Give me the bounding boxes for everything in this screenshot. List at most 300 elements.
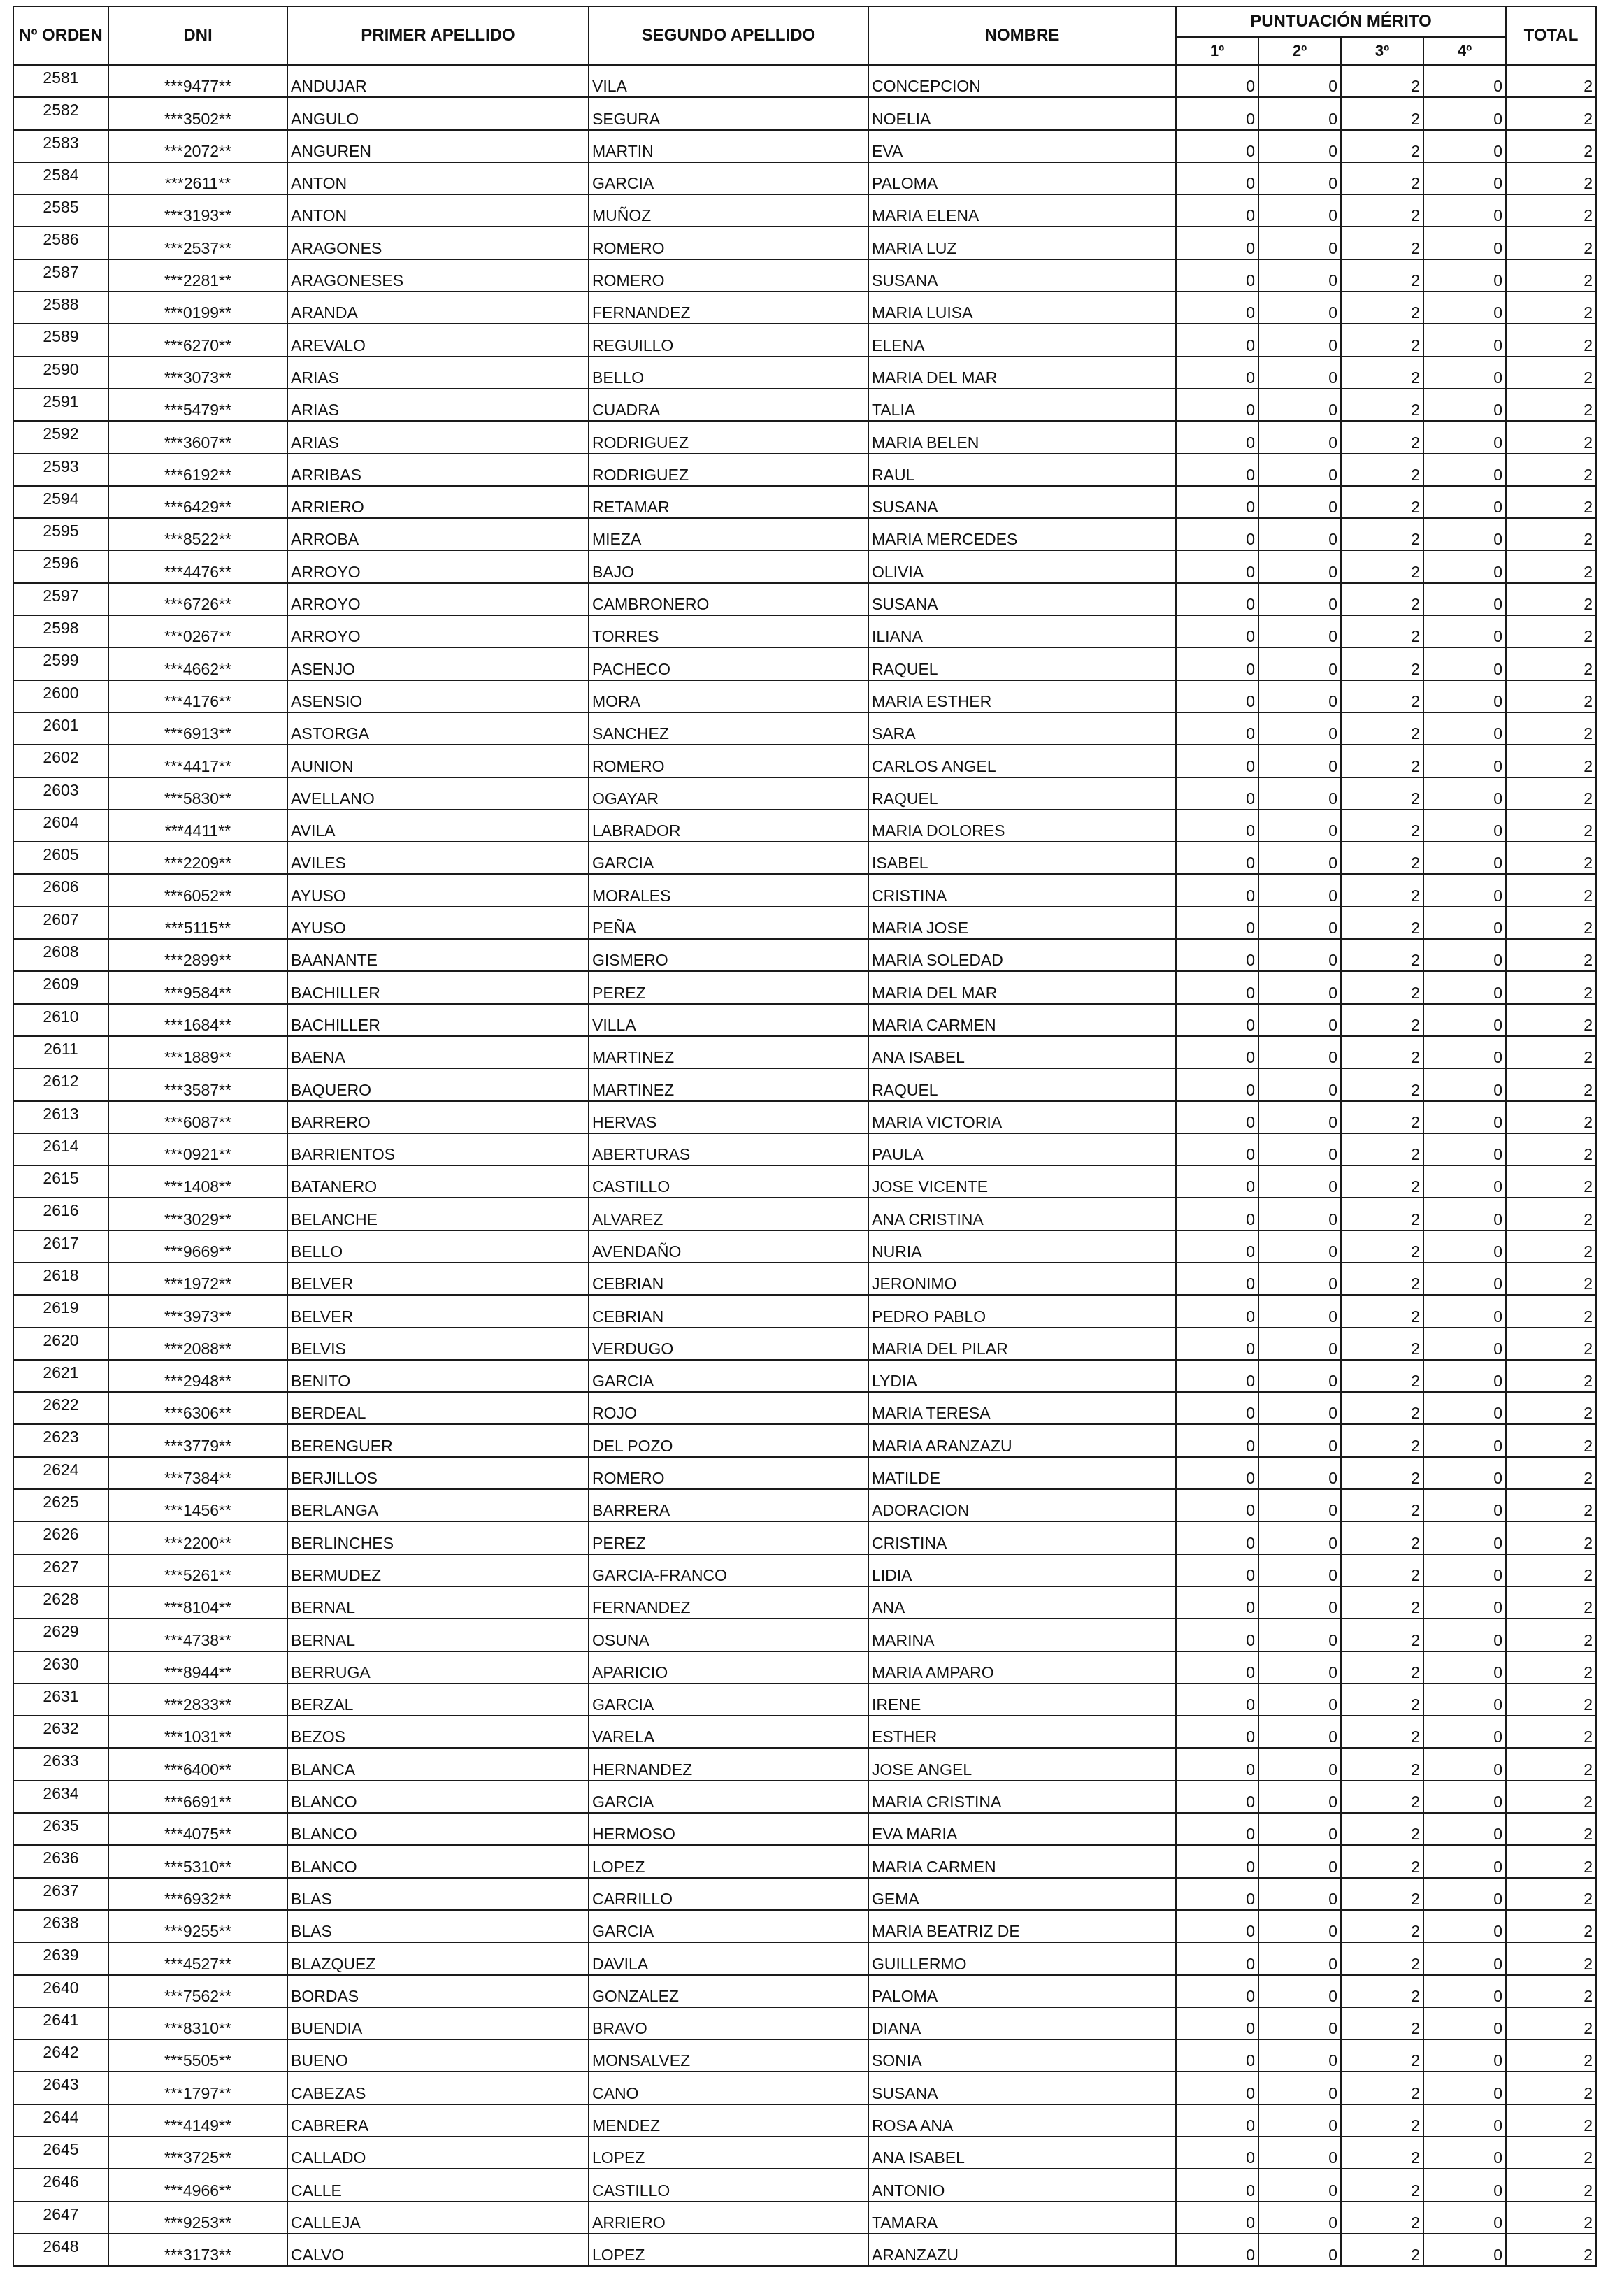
cell-total: 2 xyxy=(1506,2169,1596,2201)
cell-merit-2: 0 xyxy=(1258,1424,1341,1456)
cell-segundo-apellido: MORA xyxy=(589,680,868,712)
cell-merit-2: 0 xyxy=(1258,1975,1341,2007)
cell-merit-4: 0 xyxy=(1423,1554,1506,1586)
table-row xyxy=(13,1424,1596,1456)
table-row xyxy=(13,1716,1596,1748)
cell-primer-apellido: BLANCA xyxy=(287,1748,589,1780)
cell-orden: 2645 xyxy=(13,2137,108,2169)
cell-total: 2 xyxy=(1506,1004,1596,1036)
cell-orden: 2615 xyxy=(13,1165,108,1198)
cell-nombre: SUSANA xyxy=(868,2072,1176,2104)
cell-orden: 2632 xyxy=(13,1716,108,1748)
cell-total: 2 xyxy=(1506,1878,1596,1910)
table-row xyxy=(13,130,1596,162)
cell-segundo-apellido: GARCIA xyxy=(589,1360,868,1392)
cell-primer-apellido: BORDAS xyxy=(287,1975,589,2007)
cell-orden: 2646 xyxy=(13,2169,108,2201)
cell-orden: 2637 xyxy=(13,1878,108,1910)
cell-segundo-apellido: LOPEZ xyxy=(589,2234,868,2266)
cell-orden: 2591 xyxy=(13,389,108,421)
cell-primer-apellido: BLAS xyxy=(287,1878,589,1910)
cell-merit-1: 0 xyxy=(1176,1651,1258,1684)
cell-nombre: MARIA CRISTINA xyxy=(868,1781,1176,1813)
cell-merit-3: 2 xyxy=(1341,1295,1423,1327)
table-row xyxy=(13,2072,1596,2104)
cell-total: 2 xyxy=(1506,357,1596,389)
cell-dni: ***6932** xyxy=(108,1878,287,1910)
cell-merit-1: 0 xyxy=(1176,2007,1258,2039)
cell-total: 2 xyxy=(1506,712,1596,745)
cell-merit-4: 0 xyxy=(1423,1295,1506,1327)
cell-nombre: JOSE ANGEL xyxy=(868,1748,1176,1780)
cell-primer-apellido: CALVO xyxy=(287,2234,589,2266)
cell-merit-1: 0 xyxy=(1176,1392,1258,1424)
cell-primer-apellido: ASENSIO xyxy=(287,680,589,712)
cell-merit-4: 0 xyxy=(1423,680,1506,712)
cell-orden: 2604 xyxy=(13,810,108,842)
cell-segundo-apellido: CARRILLO xyxy=(589,1878,868,1910)
cell-segundo-apellido: GARCIA xyxy=(589,1781,868,1813)
cell-primer-apellido: BLAZQUEZ xyxy=(287,1942,589,1974)
cell-nombre: ANA ISABEL xyxy=(868,2137,1176,2169)
cell-total: 2 xyxy=(1506,1910,1596,1942)
cell-merit-4: 0 xyxy=(1423,2072,1506,2104)
cell-primer-apellido: CALLADO xyxy=(287,2137,589,2169)
cell-merit-3: 2 xyxy=(1341,1457,1423,1489)
cell-orden: 2630 xyxy=(13,1651,108,1684)
cell-orden: 2648 xyxy=(13,2234,108,2266)
cell-nombre: RAQUEL xyxy=(868,777,1176,810)
cell-merit-3: 2 xyxy=(1341,227,1423,259)
cell-merit-4: 0 xyxy=(1423,1036,1506,1068)
cell-dni: ***6192** xyxy=(108,454,287,486)
cell-merit-4: 0 xyxy=(1423,1716,1506,1748)
table-row xyxy=(13,777,1596,810)
cell-segundo-apellido: GARCIA xyxy=(589,1684,868,1716)
cell-merit-3: 2 xyxy=(1341,874,1423,906)
cell-merit-3: 2 xyxy=(1341,1716,1423,1748)
cell-total: 2 xyxy=(1506,1295,1596,1327)
cell-merit-1: 0 xyxy=(1176,1101,1258,1133)
cell-merit-3: 2 xyxy=(1341,389,1423,421)
table-row xyxy=(13,1360,1596,1392)
cell-merit-2: 0 xyxy=(1258,1684,1341,1716)
header-merit-1: 1º xyxy=(1176,37,1258,65)
cell-merit-4: 0 xyxy=(1423,1133,1506,1165)
cell-total: 2 xyxy=(1506,1554,1596,1586)
cell-orden: 2592 xyxy=(13,421,108,453)
cell-orden: 2598 xyxy=(13,615,108,647)
cell-total: 2 xyxy=(1506,1716,1596,1748)
cell-total: 2 xyxy=(1506,1651,1596,1684)
cell-segundo-apellido: RODRIGUEZ xyxy=(589,454,868,486)
table-row xyxy=(13,1554,1596,1586)
table-row xyxy=(13,550,1596,582)
cell-merit-4: 0 xyxy=(1423,1684,1506,1716)
table-row xyxy=(13,583,1596,615)
cell-nombre: MARINA xyxy=(868,1619,1176,1651)
cell-merit-2: 0 xyxy=(1258,680,1341,712)
cell-orden: 2595 xyxy=(13,518,108,550)
cell-merit-4: 0 xyxy=(1423,1101,1506,1133)
cell-merit-4: 0 xyxy=(1423,647,1506,680)
table-row xyxy=(13,1878,1596,1910)
cell-merit-1: 0 xyxy=(1176,1975,1258,2007)
table-row xyxy=(13,162,1596,194)
cell-primer-apellido: ARROYO xyxy=(287,615,589,647)
cell-primer-apellido: ARROYO xyxy=(287,550,589,582)
cell-orden: 2599 xyxy=(13,647,108,680)
cell-nombre: MARIA CARMEN xyxy=(868,1004,1176,1036)
cell-merit-1: 0 xyxy=(1176,1068,1258,1100)
cell-dni: ***8944** xyxy=(108,1651,287,1684)
cell-primer-apellido: CABRERA xyxy=(287,2104,589,2137)
cell-merit-4: 0 xyxy=(1423,1457,1506,1489)
cell-dni: ***6306** xyxy=(108,1392,287,1424)
cell-nombre: ANTONIO xyxy=(868,2169,1176,2201)
cell-merit-4: 0 xyxy=(1423,292,1506,324)
cell-nombre: PALOMA xyxy=(868,162,1176,194)
cell-segundo-apellido: DEL POZO xyxy=(589,1424,868,1456)
cell-total: 2 xyxy=(1506,2039,1596,2072)
cell-merit-1: 0 xyxy=(1176,680,1258,712)
cell-merit-4: 0 xyxy=(1423,907,1506,939)
cell-nombre: MARIA ELENA xyxy=(868,194,1176,227)
cell-nombre: RAQUEL xyxy=(868,1068,1176,1100)
cell-total: 2 xyxy=(1506,324,1596,356)
cell-segundo-apellido: GARCIA xyxy=(589,842,868,874)
header-segundo-apellido: SEGUNDO APELLIDO xyxy=(589,6,868,65)
cell-merit-4: 0 xyxy=(1423,357,1506,389)
cell-merit-3: 2 xyxy=(1341,647,1423,680)
cell-merit-3: 2 xyxy=(1341,1813,1423,1845)
cell-merit-4: 0 xyxy=(1423,1489,1506,1521)
header-merit-2: 2º xyxy=(1258,37,1341,65)
cell-segundo-apellido: CASTILLO xyxy=(589,1165,868,1198)
cell-total: 2 xyxy=(1506,1424,1596,1456)
cell-merit-3: 2 xyxy=(1341,2039,1423,2072)
table-row xyxy=(13,1489,1596,1521)
cell-merit-2: 0 xyxy=(1258,1165,1341,1198)
table-row xyxy=(13,518,1596,550)
cell-segundo-apellido: LOPEZ xyxy=(589,2137,868,2169)
cell-merit-4: 0 xyxy=(1423,1230,1506,1263)
cell-merit-3: 2 xyxy=(1341,842,1423,874)
cell-merit-4: 0 xyxy=(1423,194,1506,227)
table-row xyxy=(13,2104,1596,2137)
cell-nombre: CRISTINA xyxy=(868,874,1176,906)
cell-merit-2: 0 xyxy=(1258,1878,1341,1910)
cell-dni: ***4527** xyxy=(108,1942,287,1974)
cell-merit-1: 0 xyxy=(1176,130,1258,162)
cell-merit-2: 0 xyxy=(1258,777,1341,810)
cell-orden: 2639 xyxy=(13,1942,108,1974)
cell-total: 2 xyxy=(1506,615,1596,647)
cell-dni: ***2209** xyxy=(108,842,287,874)
cell-primer-apellido: ARRIBAS xyxy=(287,454,589,486)
cell-primer-apellido: ARAGONESES xyxy=(287,259,589,292)
cell-orden: 2619 xyxy=(13,1295,108,1327)
cell-merit-3: 2 xyxy=(1341,1910,1423,1942)
cell-total: 2 xyxy=(1506,421,1596,453)
cell-merit-1: 0 xyxy=(1176,421,1258,453)
cell-primer-apellido: BERLINCHES xyxy=(287,1521,589,1554)
cell-dni: ***3779** xyxy=(108,1424,287,1456)
cell-merit-3: 2 xyxy=(1341,324,1423,356)
cell-orden: 2606 xyxy=(13,874,108,906)
cell-merit-4: 0 xyxy=(1423,259,1506,292)
cell-primer-apellido: BAQUERO xyxy=(287,1068,589,1100)
table-row xyxy=(13,1392,1596,1424)
cell-merit-3: 2 xyxy=(1341,1198,1423,1230)
score-list-sheet xyxy=(13,6,1595,2267)
cell-nombre: CRISTINA xyxy=(868,1521,1176,1554)
cell-merit-3: 2 xyxy=(1341,2072,1423,2104)
cell-primer-apellido: AVILES xyxy=(287,842,589,874)
cell-primer-apellido: ARIAS xyxy=(287,421,589,453)
cell-merit-3: 2 xyxy=(1341,1133,1423,1165)
cell-merit-4: 0 xyxy=(1423,324,1506,356)
cell-merit-4: 0 xyxy=(1423,583,1506,615)
cell-primer-apellido: ARANDA xyxy=(287,292,589,324)
cell-orden: 2641 xyxy=(13,2007,108,2039)
cell-merit-2: 0 xyxy=(1258,1781,1341,1813)
cell-segundo-apellido: GARCIA xyxy=(589,162,868,194)
cell-merit-2: 0 xyxy=(1258,971,1341,1003)
cell-merit-4: 0 xyxy=(1423,65,1506,97)
cell-nombre: MARIA DEL MAR xyxy=(868,357,1176,389)
cell-total: 2 xyxy=(1506,259,1596,292)
table-row xyxy=(13,712,1596,745)
cell-dni: ***8522** xyxy=(108,518,287,550)
cell-dni: ***8104** xyxy=(108,1586,287,1619)
cell-merit-1: 0 xyxy=(1176,2072,1258,2104)
cell-segundo-apellido: FERNANDEZ xyxy=(589,292,868,324)
cell-merit-2: 0 xyxy=(1258,842,1341,874)
cell-merit-2: 0 xyxy=(1258,97,1341,129)
cell-orden: 2617 xyxy=(13,1230,108,1263)
table-row xyxy=(13,680,1596,712)
cell-total: 2 xyxy=(1506,583,1596,615)
cell-merit-2: 0 xyxy=(1258,2039,1341,2072)
cell-total: 2 xyxy=(1506,518,1596,550)
cell-merit-3: 2 xyxy=(1341,454,1423,486)
cell-total: 2 xyxy=(1506,1684,1596,1716)
cell-segundo-apellido: GONZALEZ xyxy=(589,1975,868,2007)
cell-merit-1: 0 xyxy=(1176,939,1258,971)
cell-segundo-apellido: VILLA xyxy=(589,1004,868,1036)
cell-segundo-apellido: MARTINEZ xyxy=(589,1068,868,1100)
cell-segundo-apellido: ROMERO xyxy=(589,227,868,259)
cell-merit-1: 0 xyxy=(1176,65,1258,97)
cell-merit-1: 0 xyxy=(1176,194,1258,227)
cell-merit-1: 0 xyxy=(1176,1845,1258,1877)
cell-nombre: ESTHER xyxy=(868,1716,1176,1748)
cell-orden: 2597 xyxy=(13,583,108,615)
cell-merit-1: 0 xyxy=(1176,1910,1258,1942)
cell-segundo-apellido: CEBRIAN xyxy=(589,1263,868,1295)
cell-merit-4: 0 xyxy=(1423,842,1506,874)
cell-merit-2: 0 xyxy=(1258,389,1341,421)
table-row xyxy=(13,1684,1596,1716)
cell-segundo-apellido: RETAMAR xyxy=(589,486,868,518)
cell-segundo-apellido: GISMERO xyxy=(589,939,868,971)
cell-orden: 2638 xyxy=(13,1910,108,1942)
cell-dni: ***5310** xyxy=(108,1845,287,1877)
cell-merit-1: 0 xyxy=(1176,745,1258,777)
cell-total: 2 xyxy=(1506,1068,1596,1100)
cell-nombre: ILIANA xyxy=(868,615,1176,647)
cell-orden: 2603 xyxy=(13,777,108,810)
cell-total: 2 xyxy=(1506,842,1596,874)
cell-merit-2: 0 xyxy=(1258,1813,1341,1845)
cell-orden: 2621 xyxy=(13,1360,108,1392)
cell-total: 2 xyxy=(1506,162,1596,194)
table-row xyxy=(13,97,1596,129)
cell-merit-1: 0 xyxy=(1176,227,1258,259)
cell-total: 2 xyxy=(1506,1813,1596,1845)
cell-segundo-apellido: CEBRIAN xyxy=(589,1295,868,1327)
cell-merit-1: 0 xyxy=(1176,1004,1258,1036)
cell-merit-3: 2 xyxy=(1341,550,1423,582)
cell-dni: ***2200** xyxy=(108,1521,287,1554)
score-table xyxy=(13,6,1597,2267)
cell-segundo-apellido: ROMERO xyxy=(589,745,868,777)
cell-merit-2: 0 xyxy=(1258,874,1341,906)
cell-merit-2: 0 xyxy=(1258,2169,1341,2201)
cell-merit-4: 0 xyxy=(1423,1942,1506,1974)
cell-orden: 2612 xyxy=(13,1068,108,1100)
cell-merit-3: 2 xyxy=(1341,777,1423,810)
cell-merit-2: 0 xyxy=(1258,1716,1341,1748)
cell-primer-apellido: ANTON xyxy=(287,194,589,227)
cell-orden: 2647 xyxy=(13,2202,108,2234)
cell-merit-1: 0 xyxy=(1176,1586,1258,1619)
cell-total: 2 xyxy=(1506,2104,1596,2137)
cell-merit-2: 0 xyxy=(1258,421,1341,453)
cell-segundo-apellido: HERVAS xyxy=(589,1101,868,1133)
cell-total: 2 xyxy=(1506,2234,1596,2266)
cell-nombre: EVA MARIA xyxy=(868,1813,1176,1845)
cell-merit-1: 0 xyxy=(1176,97,1258,129)
cell-dni: ***3725** xyxy=(108,2137,287,2169)
cell-merit-2: 0 xyxy=(1258,1036,1341,1068)
cell-total: 2 xyxy=(1506,1845,1596,1877)
cell-merit-2: 0 xyxy=(1258,259,1341,292)
cell-primer-apellido: ASTORGA xyxy=(287,712,589,745)
cell-primer-apellido: ANGULO xyxy=(287,97,589,129)
cell-total: 2 xyxy=(1506,2007,1596,2039)
cell-merit-1: 0 xyxy=(1176,1684,1258,1716)
cell-merit-4: 0 xyxy=(1423,1328,1506,1360)
cell-merit-1: 0 xyxy=(1176,1165,1258,1198)
cell-dni: ***3029** xyxy=(108,1198,287,1230)
cell-orden: 2643 xyxy=(13,2072,108,2104)
cell-dni: ***4176** xyxy=(108,680,287,712)
cell-nombre: NURIA xyxy=(868,1230,1176,1263)
cell-dni: ***1797** xyxy=(108,2072,287,2104)
cell-segundo-apellido: ROMERO xyxy=(589,259,868,292)
cell-merit-3: 2 xyxy=(1341,421,1423,453)
cell-merit-2: 0 xyxy=(1258,615,1341,647)
cell-merit-3: 2 xyxy=(1341,2104,1423,2137)
cell-orden: 2628 xyxy=(13,1586,108,1619)
cell-merit-3: 2 xyxy=(1341,583,1423,615)
cell-segundo-apellido: ROMERO xyxy=(589,1457,868,1489)
table-row xyxy=(13,1004,1596,1036)
table-row xyxy=(13,2234,1596,2266)
cell-dni: ***1408** xyxy=(108,1165,287,1198)
cell-merit-2: 0 xyxy=(1258,130,1341,162)
cell-dni: ***1456** xyxy=(108,1489,287,1521)
cell-nombre: ANA ISABEL xyxy=(868,1036,1176,1068)
table-row xyxy=(13,1651,1596,1684)
cell-merit-4: 0 xyxy=(1423,2234,1506,2266)
cell-merit-4: 0 xyxy=(1423,777,1506,810)
cell-segundo-apellido: APARICIO xyxy=(589,1651,868,1684)
cell-total: 2 xyxy=(1506,194,1596,227)
cell-dni: ***1889** xyxy=(108,1036,287,1068)
cell-dni: ***6691** xyxy=(108,1781,287,1813)
table-row xyxy=(13,1101,1596,1133)
cell-nombre: OLIVIA xyxy=(868,550,1176,582)
cell-primer-apellido: BELVER xyxy=(287,1295,589,1327)
cell-merit-2: 0 xyxy=(1258,1263,1341,1295)
cell-total: 2 xyxy=(1506,1165,1596,1198)
cell-merit-4: 0 xyxy=(1423,1392,1506,1424)
cell-dni: ***4149** xyxy=(108,2104,287,2137)
cell-merit-4: 0 xyxy=(1423,1263,1506,1295)
cell-orden: 2627 xyxy=(13,1554,108,1586)
cell-orden: 2629 xyxy=(13,1619,108,1651)
header-nombre: NOMBRE xyxy=(868,6,1176,65)
cell-total: 2 xyxy=(1506,971,1596,1003)
cell-merit-4: 0 xyxy=(1423,1619,1506,1651)
cell-segundo-apellido: CANO xyxy=(589,2072,868,2104)
cell-total: 2 xyxy=(1506,1619,1596,1651)
cell-segundo-apellido: VARELA xyxy=(589,1716,868,1748)
cell-segundo-apellido: MARTIN xyxy=(589,130,868,162)
cell-merit-4: 0 xyxy=(1423,971,1506,1003)
cell-merit-1: 0 xyxy=(1176,1748,1258,1780)
cell-total: 2 xyxy=(1506,647,1596,680)
cell-merit-2: 0 xyxy=(1258,1554,1341,1586)
cell-nombre: PAULA xyxy=(868,1133,1176,1165)
cell-orden: 2608 xyxy=(13,939,108,971)
cell-merit-3: 2 xyxy=(1341,1845,1423,1877)
cell-nombre: SUSANA xyxy=(868,486,1176,518)
cell-orden: 2634 xyxy=(13,1781,108,1813)
cell-merit-1: 0 xyxy=(1176,777,1258,810)
cell-primer-apellido: BATANERO xyxy=(287,1165,589,1198)
cell-total: 2 xyxy=(1506,227,1596,259)
cell-segundo-apellido: MUÑOZ xyxy=(589,194,868,227)
cell-merit-1: 0 xyxy=(1176,292,1258,324)
cell-merit-3: 2 xyxy=(1341,1101,1423,1133)
cell-nombre: MARIA CARMEN xyxy=(868,1845,1176,1877)
cell-primer-apellido: BERRUGA xyxy=(287,1651,589,1684)
cell-segundo-apellido: BARRERA xyxy=(589,1489,868,1521)
cell-merit-3: 2 xyxy=(1341,907,1423,939)
cell-orden: 2583 xyxy=(13,130,108,162)
table-row xyxy=(13,486,1596,518)
cell-merit-2: 0 xyxy=(1258,745,1341,777)
cell-merit-3: 2 xyxy=(1341,2234,1423,2266)
cell-merit-2: 0 xyxy=(1258,1360,1341,1392)
cell-merit-1: 0 xyxy=(1176,615,1258,647)
cell-merit-4: 0 xyxy=(1423,1198,1506,1230)
cell-segundo-apellido: ABERTURAS xyxy=(589,1133,868,1165)
